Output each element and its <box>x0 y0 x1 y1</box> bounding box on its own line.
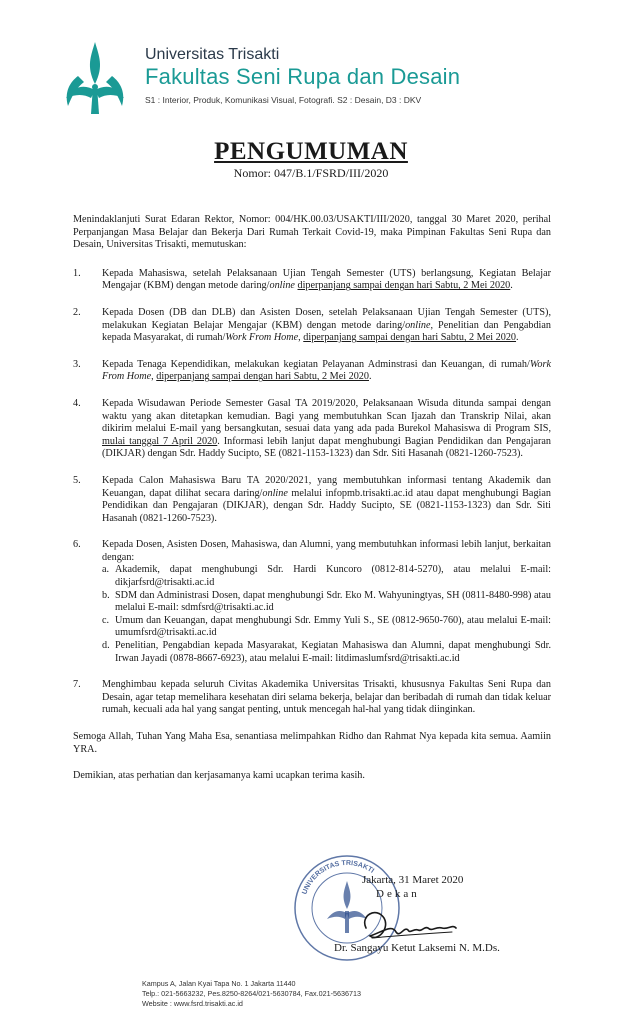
announcement-body <box>73 214 551 783</box>
list-item <box>73 307 551 345</box>
item-text: Kepada Tenaga Kependidikan, melakukan kegiatan Pelayanan Adminstrasi dan Keuangan, di rumah/Work From Home, diperpanjang sampai dengan hari Sabtu, 2 Mei 2020. <box>102 358 551 383</box>
university-name: Universitas Trisakti <box>145 46 280 63</box>
item-number: 6. <box>73 539 81 551</box>
footer-address: Kampus A, Jalan Kyai Tapa No. 1 Jakarta 11440 <box>142 979 296 988</box>
faculty-name: Fakultas Seni Rupa dan Desain <box>145 64 461 89</box>
list-item <box>73 398 551 461</box>
item-number: 4. <box>73 397 81 409</box>
list-item <box>73 359 551 384</box>
sub-item: a. Akademik, dapat menghubungi Sdr. Hardi Kuncoro (0812-814-5270), atau melalui E-mail: dikjarfsrd@trisakti.ac.id <box>102 564 551 589</box>
item-text: Kepada Mahasiswa, setelah Pelaksanaan Ujian Tengah Semester (UTS) berlangsung, Kegiatan Belajar Mengajar (KBM) dengan metode daring/online diperpanjang sampai dengan hari Sabtu, 2 Mei 2020. <box>102 267 551 292</box>
closing-prayer: Semoga Allah, Tuhan Yang Maha Esa, senantiasa melimpahkan Ridho dan Rahmat Nya kepada kita semua. Aamiin YRA. <box>73 731 551 755</box>
footer-phone: Telp.: 021-5663232, Pes.8250-8264/021-5630784, Fax.021-5636713 <box>142 989 361 998</box>
list-item <box>73 475 551 525</box>
item-text: Kepada Wisudawan Periode Semester Gasal TA 2019/2020, Pelaksanaan Wisuda ditunda sampai dengan waktu yang akan ditetapkan kemudian. Bagi yang membutuhkan Scan Ijazah dan Transkrip Nilai, akan dikirim melalui E-mail yang bersangkutan, sesuai data yang ada pada Burekol Mahasiswa di Program SIS, mulai tanggal 7 April 2020. Informasi lebih lanjut dapat menghubungi Bagian Pendidikan dan Pengajaran (DIKJAR) dengan Sdr. Haddy Sucipto, SE (0821-1153-1323) dan Sdr. Siti Hasanah (0821-1260-7523). <box>102 397 551 460</box>
item-number: 7. <box>73 679 81 691</box>
signature-role: Dekan <box>376 888 420 900</box>
signatory-name: Dr. Sangayu Ketut Laksemi N. M.Ds. <box>334 942 500 954</box>
item-text: Kepada Dosen (DB dan DLB) dan Asisten Dosen, setelah Pelaksanaan Ujian Tengah Semester (UTS), melakukan Kegiatan Belajar Mengajar (KBM) dengan metode daring/online, Penelitian dan Pengabdian kepada Masyarakat, di rumah/Work From Home, diperpanjang sampai dengan hari Sabtu, 2 Mei 2020. <box>102 306 552 344</box>
list-item <box>73 539 551 665</box>
handwritten-signature-icon <box>352 898 462 948</box>
university-logo-icon <box>58 40 132 116</box>
sub-item: c. Umum dan Keuangan, dapat menghubungi Sdr. Emmy Yuli S., SE (0812-9650-760), atau melalui E-mail: umumfsrd@trisakti.ac.id <box>102 614 551 639</box>
item-number: 1. <box>73 267 81 279</box>
list-item <box>73 679 551 717</box>
programs-line: S1 : Interior, Produk, Komunikasi Visual, Fotografi. S2 : Desain, D3 : DKV <box>145 95 422 105</box>
item-text: Kepada Calon Mahasiswa Baru TA 2020/2021, yang membutuhkan informasi tentang Akademik dan Keuangan, dapat dilihat secara daring/online melalui infopmb.trisakti.ac.id atau dapat menghubungi Bagian Pendidikan dan Pengajaran (DIKJAR), dengan Sdr. Haddy Sucipto, SE (0821-1153-1323) dan Sdr. Siti Hasanah (0821-1260-7523). <box>102 474 551 524</box>
item-number: 2. <box>73 306 81 318</box>
item-number: 3. <box>73 358 81 370</box>
sub-item: b. SDM dan Administrasi Dosen, dapat menghubungi Sdr. Eko M. Wahyuningtyas, SH (0811-8480-998) atau melalui E-mail: sdmfsrd@trisakti.ac.id <box>102 589 551 614</box>
item-text: Kepada Dosen, Asisten Dosen, Mahasiswa, dan Alumni, yang membutuhkan informasi lebih lanjut, berkaitan dengan: <box>102 539 551 563</box>
footer-contact <box>142 979 361 1009</box>
list-item <box>73 268 551 293</box>
closing-thanks: Demikian, atas perhatian dan kerjasamanya kami ucapkan terima kasih. <box>73 770 365 782</box>
footer-website: Website : www.fsrd.trisakti.ac.id <box>142 999 243 1008</box>
intro-paragraph: Menindaklanjuti Surat Edaran Rektor, Nomor: 004/HK.00.03/USAKTI/III/2020, tanggal 30 Maret 2020, perihal Perpanjangan Masa Belajar dan Bekerja Dari Rumah Terkait Covid-19, maka Pimpinan Fakultas Seni Rupa dan Desain, Universitas Trisakti, memutuskan: <box>73 214 551 251</box>
item-text: Menghimbau kepada seluruh Civitas Akademika Universitas Trisakti, khususnya Fakultas Seni Rupa dan Desain, agar tetap memelihara kesehatan diri selama bekerja, belajar dan beribadah di rumah dan tidak keluar rumah, kecuali ada hal yang sangat penting, untuk mencegah hal-hal yang tidak diinginkan. <box>102 679 551 716</box>
svg-text:UNIVERSITAS TRISAKTI: UNIVERSITAS TRISAKTI <box>301 859 376 896</box>
item-number: 5. <box>73 474 81 486</box>
announcement-number: Nomor: 047/B.1/FSRD/III/2020 <box>233 166 389 180</box>
signature-date: Jakarta, 31 Maret 2020 <box>362 874 464 886</box>
sub-item: d. Penelitian, Pengabdian kepada Masyarakat, Kegiatan Mahasiswa dan Alumni, dapat menghubungi Sdr. Irwan Jayadi (0878-8667-6923), atau melalui E-mail: litdimaslumfsrd@trisakti.ac.id <box>102 640 551 664</box>
announcement-title: PENGUMUMAN <box>214 138 408 165</box>
